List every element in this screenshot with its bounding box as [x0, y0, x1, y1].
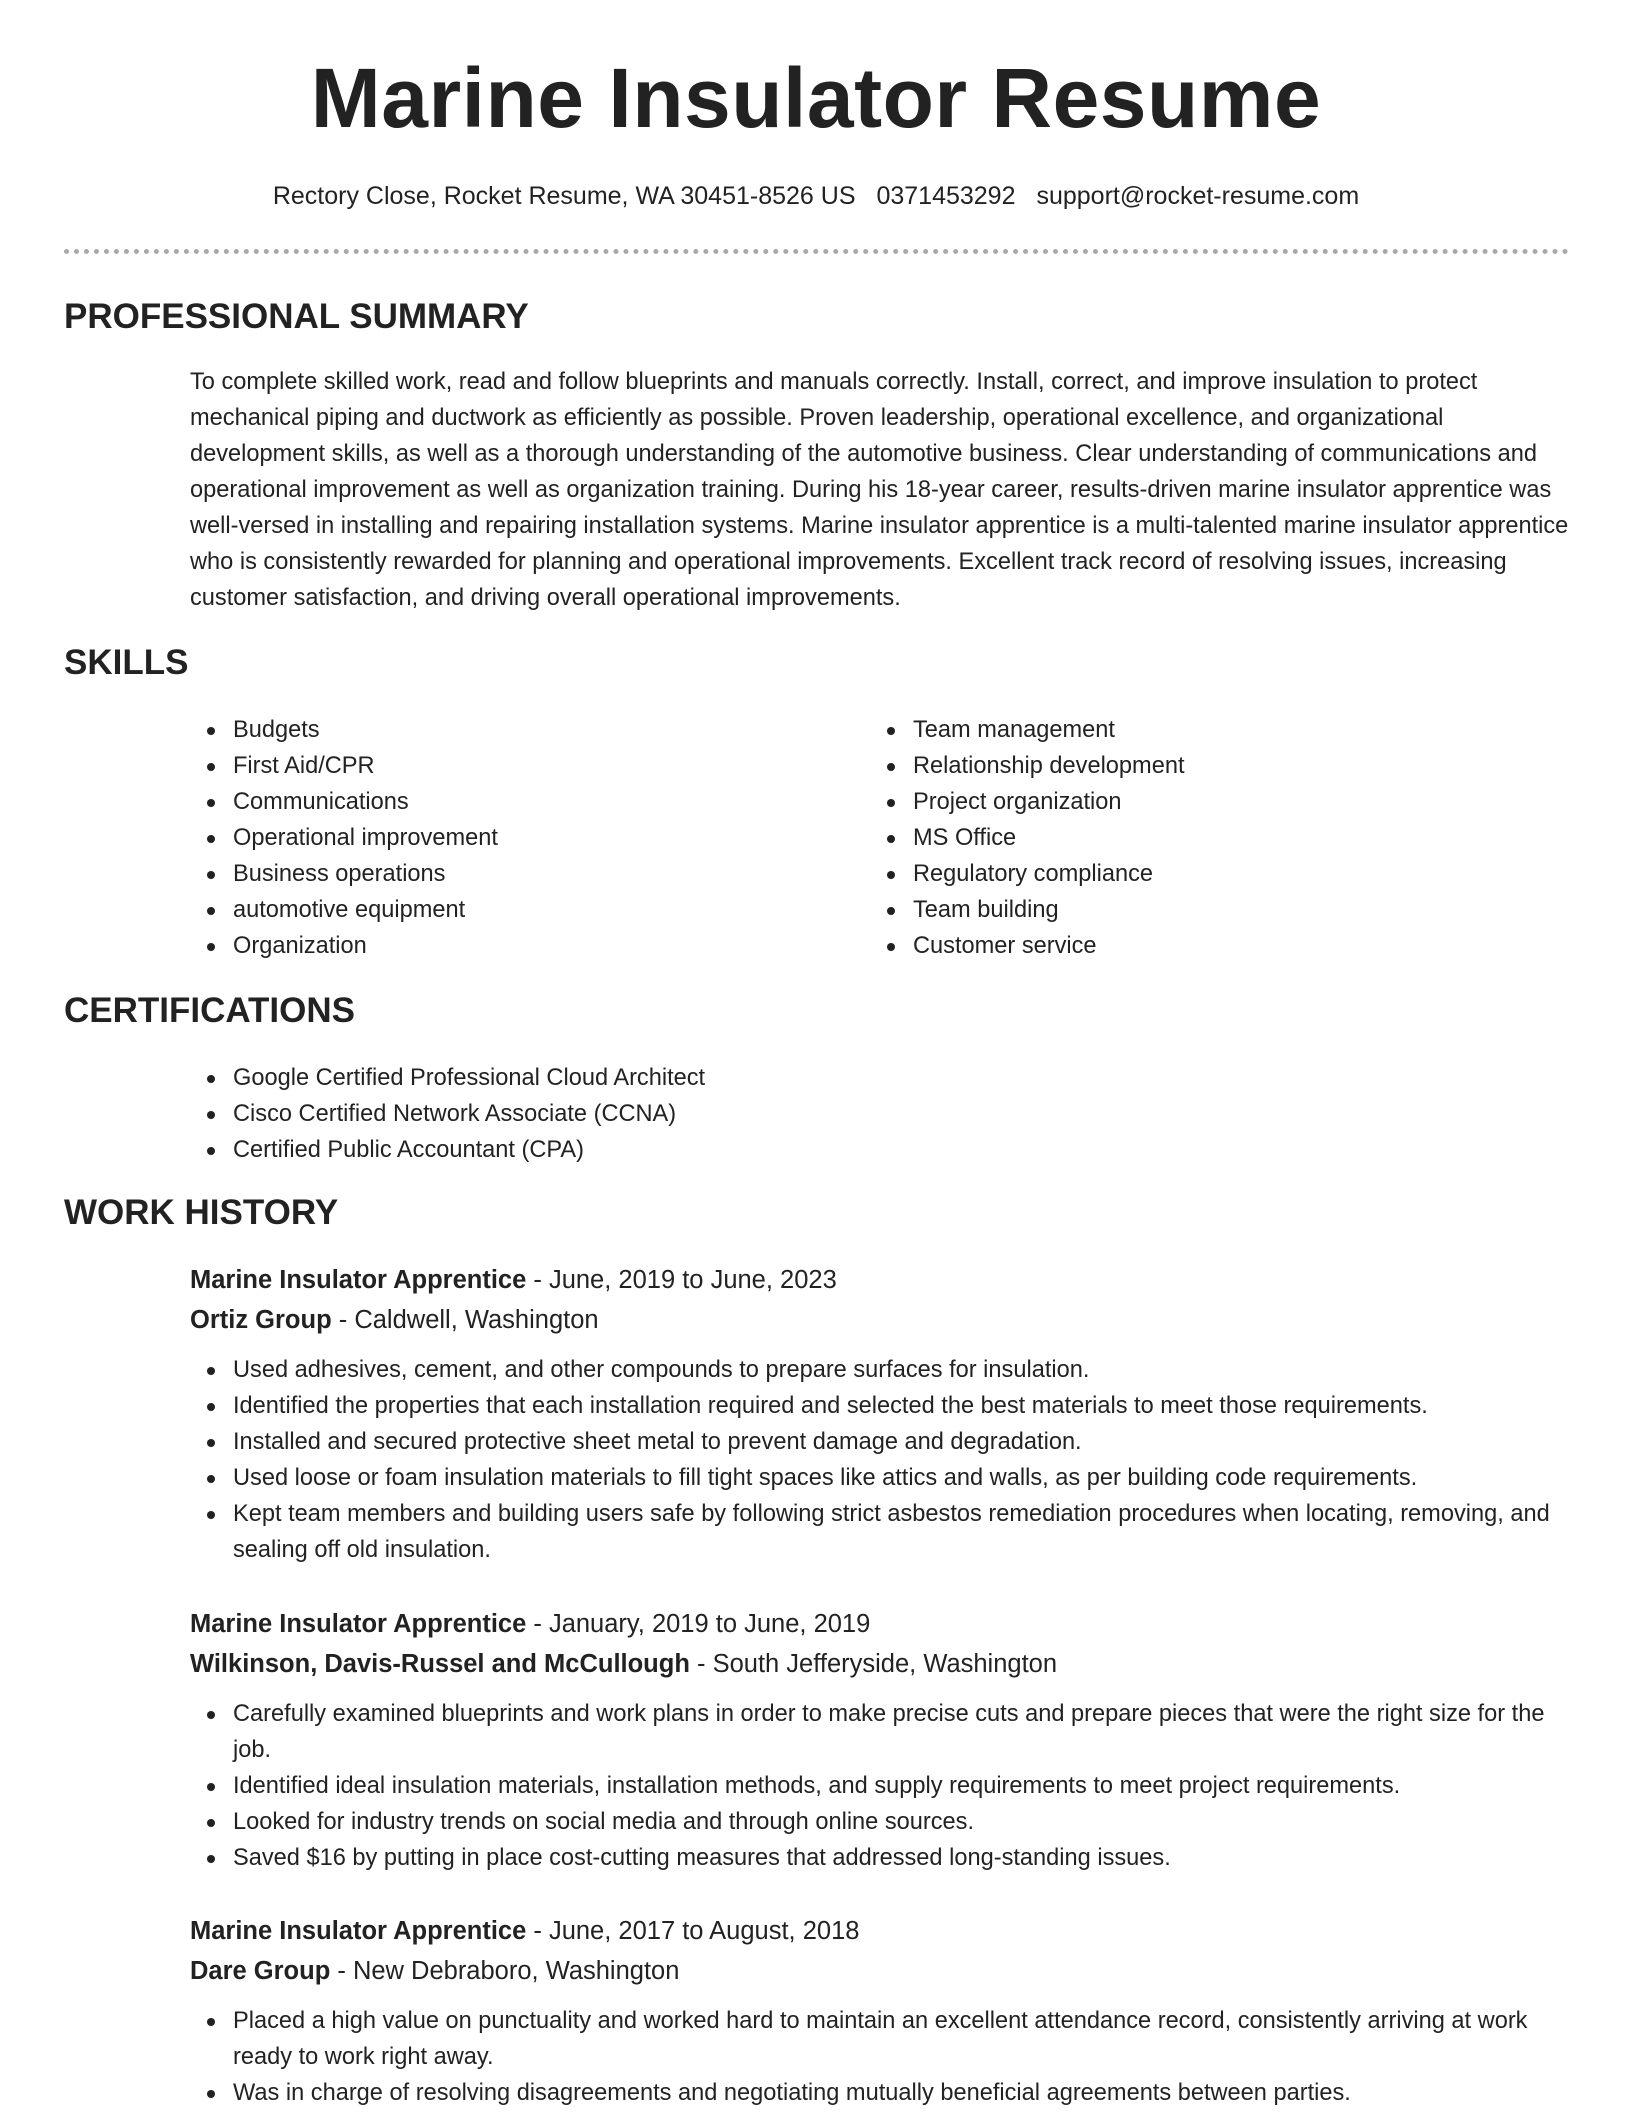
certifications-heading: CERTIFICATIONS	[64, 991, 356, 1030]
job-title: Marine Insulator Apprentice	[190, 1266, 527, 1294]
job-title-line	[190, 1604, 1570, 1644]
skill-item: automotive equipment	[190, 892, 830, 928]
skills-list-right	[870, 712, 1510, 964]
skills-heading: SKILLS	[64, 643, 189, 682]
skills-list-left	[190, 712, 830, 964]
job-duty: Carefully examined blueprints and work plans in order to make precise cuts and prepare pieces that were the right size for the job.	[190, 1696, 1570, 1768]
contact-address: Rectory Close, Rocket Resume, WA 30451-8526 US	[272, 182, 856, 210]
contact-email: support@rocket-resume.com	[1036, 182, 1360, 210]
skill-item: Project organization	[870, 784, 1510, 820]
job-company-line	[190, 1951, 1570, 1991]
job-company-line	[190, 1644, 1570, 1684]
job-dates: - June, 2019 to June, 2023	[526, 1266, 837, 1294]
job-company-line	[190, 1300, 1570, 1340]
contact-phone: 0371453292	[876, 182, 1016, 210]
skill-item: Business operations	[190, 856, 830, 892]
skill-item: Customer service	[870, 928, 1510, 964]
job-duties	[0, 2003, 1570, 2111]
skill-item: MS Office	[870, 820, 1510, 856]
job-location: - New Debraboro, Washington	[330, 1957, 680, 1985]
skill-item: Team building	[870, 892, 1510, 928]
skill-item: Organization	[190, 928, 830, 964]
summary-heading: PROFESSIONAL SUMMARY	[64, 297, 529, 336]
skill-item: Relationship development	[870, 748, 1510, 784]
skill-item: Budgets	[190, 712, 830, 748]
job-duty: Placed a high value on punctuality and worked hard to maintain an excellent attendance record, consistently arriving at work ready to work right away.	[190, 2003, 1570, 2075]
job-dates: - January, 2019 to June, 2019	[526, 1610, 871, 1638]
job-company: Ortiz Group	[190, 1306, 332, 1334]
job-title: Marine Insulator Apprentice	[190, 1917, 527, 1945]
job-entry	[190, 1604, 1570, 1876]
job-location: - Caldwell, Washington	[331, 1306, 599, 1334]
job-duty: Looked for industry trends on social media and through online sources.	[190, 1804, 1570, 1840]
certification-item: Google Certified Professional Cloud Architect	[190, 1060, 1490, 1096]
job-duty: Was in charge of resolving disagreements and negotiating mutually beneficial agreements between parties.	[190, 2075, 1570, 2111]
job-company: Wilkinson, Davis-Russel and McCullough	[190, 1650, 690, 1678]
work-history-heading: WORK HISTORY	[64, 1193, 339, 1232]
job-title-line	[190, 1260, 1570, 1300]
job-duty: Identified ideal insulation materials, installation methods, and supply requirements to meet project requirements.	[190, 1768, 1570, 1804]
job-duty: Installed and secured protective sheet metal to prevent damage and degradation.	[190, 1424, 1570, 1460]
job-title-line	[190, 1911, 1570, 1951]
job-duties	[0, 1352, 1570, 1568]
certification-item: Cisco Certified Network Associate (CCNA)	[190, 1096, 1490, 1132]
skill-item: Communications	[190, 784, 830, 820]
job-entry	[190, 1260, 1570, 1568]
header-divider	[64, 249, 1569, 254]
job-entry	[190, 1911, 1570, 2111]
contact-line	[0, 182, 1632, 211]
job-duty: Saved $16 by putting in place cost-cutting measures that addressed long-standing issues.	[190, 1840, 1570, 1876]
job-title: Marine Insulator Apprentice	[190, 1610, 527, 1638]
resume-title: Marine Insulator Resume	[310, 51, 1322, 145]
job-duty: Kept team members and building users safe by following strict asbestos remediation procedures when locating, removing, and sealing off old insulation.	[190, 1496, 1570, 1568]
job-dates: - June, 2017 to August, 2018	[526, 1917, 860, 1945]
job-duty: Identified the properties that each installation required and selected the best materials to meet those requirements.	[190, 1388, 1570, 1424]
summary-text: To complete skilled work, read and follow blueprints and manuals correctly. Install, correct, and improve insulation to protect mechanical piping and ductwork as efficiently as possible. Proven leadership, operational excellence, and organizational development skills, as well as a thorough understanding of the automotive business. Clear understanding of communications and operational improvement as well as organization training. During his 18-year career, results-driven marine insulator apprentice was well-versed in installing and repairing installation systems. Marine insulator apprentice is a multi-talented marine insulator apprentice who is consistently rewarded for planning and operational improvements. Excellent track record of resolving issues, increasing customer satisfaction, and driving overall operational improvements.	[190, 369, 1569, 611]
certification-item: Certified Public Accountant (CPA)	[190, 1132, 1490, 1168]
skill-item: Operational improvement	[190, 820, 830, 856]
skill-item: Team management	[870, 712, 1510, 748]
job-company: Dare Group	[190, 1957, 331, 1985]
certifications-list	[190, 1060, 1490, 1168]
job-duties	[0, 1696, 1570, 1876]
skill-item: First Aid/CPR	[190, 748, 830, 784]
skill-item: Regulatory compliance	[870, 856, 1510, 892]
job-location: - South Jefferyside, Washington	[689, 1650, 1058, 1678]
job-duty: Used loose or foam insulation materials to fill tight spaces like attics and walls, as per building code requirements.	[190, 1460, 1570, 1496]
job-duty: Used adhesives, cement, and other compounds to prepare surfaces for insulation.	[190, 1352, 1570, 1388]
